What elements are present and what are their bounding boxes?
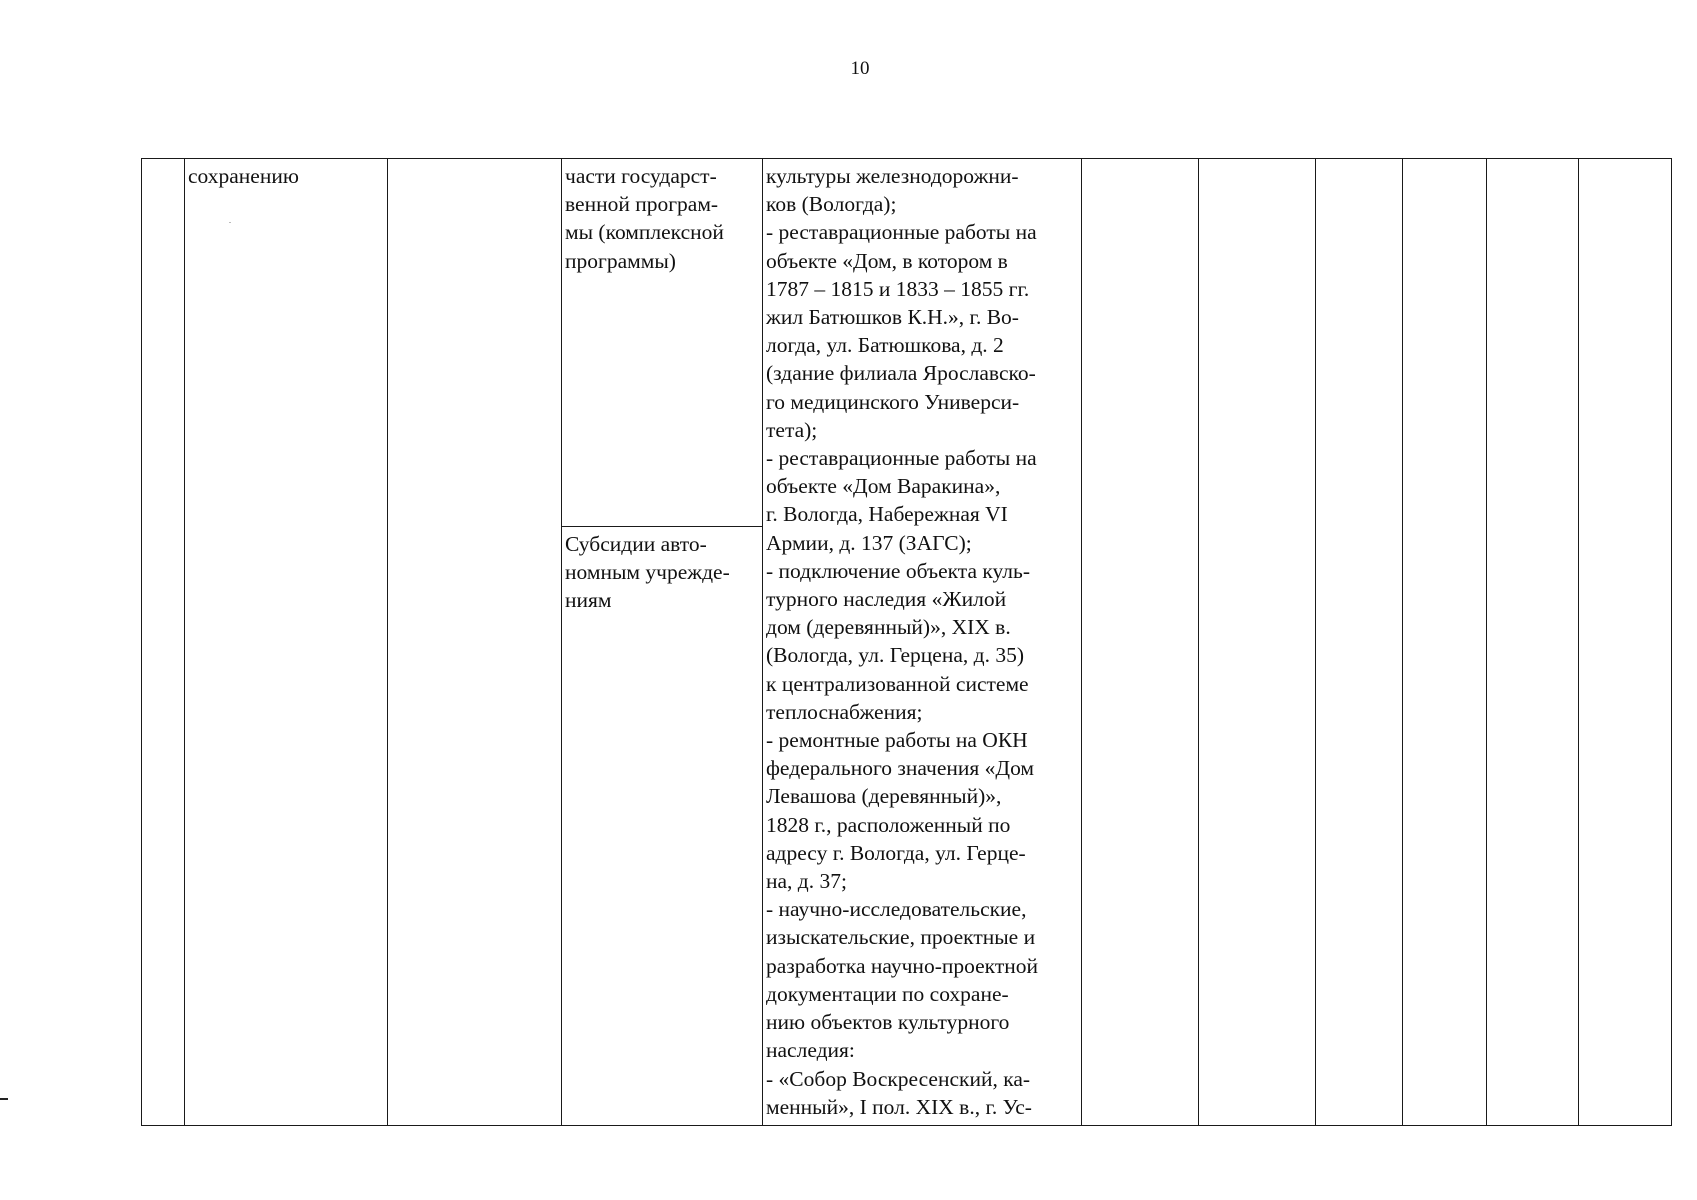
text-line: 1828 г., расположенный по (766, 812, 1011, 837)
table-row (142, 159, 1672, 1126)
text-line: - реставрационные работы на (766, 220, 1037, 245)
text-line: к централизованной системе (766, 671, 1029, 696)
text-line: (Вологда, ул. Герцена, д. 35) (766, 643, 1024, 668)
cell-col-1 (142, 159, 185, 1126)
cell-col-2 (185, 159, 388, 1126)
text-line: - подключение объекта куль- (766, 558, 1031, 583)
cell-col-3 (388, 159, 562, 1126)
text-line: логда, ул. Батюшкова, д. 2 (766, 333, 1004, 358)
text-line: дом (деревянный)», XIX в. (766, 615, 1011, 640)
text-line: изыскательские, проектные и (766, 925, 1036, 950)
text-line: культуры железнодорожни- (766, 164, 1019, 188)
text-line: объекте «Дом Варакина», (766, 474, 1001, 499)
text-line: ков (Вологда); (766, 192, 897, 217)
cell-col-10 (1487, 159, 1579, 1126)
text-line: разработка научно-проектной (766, 953, 1038, 978)
text-line: федерального значения «Дом (766, 756, 1035, 781)
cell-col-7 (1199, 159, 1316, 1126)
text-line: документации по сохране- (766, 981, 1009, 1006)
works-description (763, 159, 1081, 1121)
funding-source-bottom (562, 527, 762, 1125)
text-line: - «Собор Воскресенский, ка- (766, 1066, 1031, 1091)
funding-source-top (562, 159, 762, 527)
text-line: Субсидии авто- (565, 532, 707, 556)
page-number: 10 (850, 58, 870, 79)
margin-mark (0, 1098, 8, 1100)
text-line: турного наследия «Жилой (766, 587, 1007, 612)
text-line: 1787 – 1815 и 1833 – 1855 гг. (766, 276, 1030, 301)
text-line: наследия: (766, 1038, 855, 1063)
text-line: венной програм- (565, 192, 719, 217)
text-line: жил Батюшков К.Н.», г. Во- (766, 305, 1019, 330)
text-line: г. Вологда, Набережная VI (766, 502, 1008, 527)
text-line: ниям (565, 588, 612, 613)
text-line: (здание филиала Ярославско- (766, 361, 1036, 386)
text-line: программы) (565, 248, 676, 273)
text-line: Левашова (деревянный)», (766, 784, 1002, 809)
cell-col-8 (1316, 159, 1403, 1126)
text-line: менный», I пол. XIX в., г. Ус- (766, 1094, 1032, 1119)
text-line: на, д. 37; (766, 869, 847, 894)
text-line: нию объектов культурного (766, 1010, 1010, 1035)
cell-col-11 (1579, 159, 1672, 1126)
text-line: номным учрежде- (565, 560, 730, 585)
text-line: теплоснабжения; (766, 699, 923, 724)
text-line: - реставрационные работы на (766, 446, 1037, 471)
cell-col-9 (1403, 159, 1487, 1126)
text-line: Армии, д. 137 (ЗАГС); (766, 530, 972, 555)
cell-col-4 (562, 159, 763, 1126)
text-line: го медицинского Универси- (766, 389, 1020, 414)
text-line: адресу г. Вологда, ул. Герце- (766, 840, 1026, 865)
text-line: - научно-исследовательские, (766, 897, 1027, 922)
measure-name-text: сохранению (188, 164, 299, 188)
text-line: тета); (766, 417, 818, 442)
text-line: части государст- (565, 164, 717, 188)
cell-col-5 (763, 159, 1082, 1126)
cell-col-6 (1082, 159, 1199, 1126)
text-line: - ремонтные работы на ОКН (766, 728, 1028, 753)
text-line: объекте «Дом, в котором в (766, 248, 1008, 273)
program-table (141, 158, 1672, 1126)
text-line: мы (комплексной (565, 220, 724, 245)
